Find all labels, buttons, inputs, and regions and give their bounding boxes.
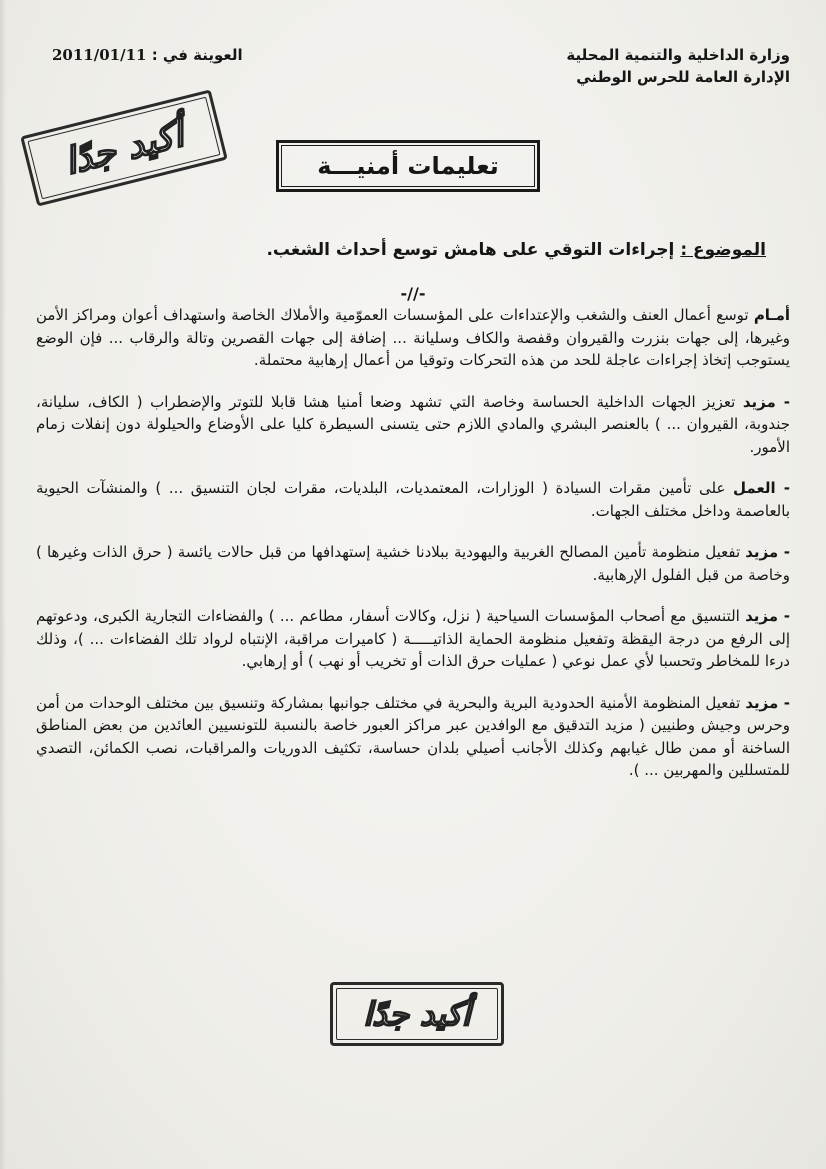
paragraph-lead: - العمل <box>733 479 790 497</box>
subject-line <box>66 240 766 260</box>
paragraph-lead: - مزيد <box>745 543 790 561</box>
subject-text: إجراءات التوقي على هامش توسع أحداث الشغب. <box>266 240 675 260</box>
ministry-name: وزارة الداخلية والتنمية المحلية <box>566 46 790 64</box>
paragraph-text: التنسيق مع أصحاب المؤسسات السياحية ( نزل، وكالات أسفار، مطاعم ... ) والفضاءات التجارية الكبرى، ودعوتهم إلى الرفع من درجة اليقظة وتفعيل منظومة الحماية الذاتيـــــة ( كاميرات مراقبة، الإنتباه لرواد تلك الفضاءات ... )، وذلك درءا للمخاطر وتحسبا لأي عمل نوعي ( عمليات حرق الذات أو تخريب أو نهب ) أو إرهابي. <box>36 607 790 670</box>
classification-stamp-top: أكيد جدًا <box>20 89 228 206</box>
document-body <box>36 304 790 801</box>
paragraph <box>36 692 790 782</box>
date-line <box>52 46 243 64</box>
date-label: العوينة في : <box>151 46 243 64</box>
paragraph-text: على تأمين مقرات السيادة ( الوزارات، المعتمديات، البلديات، مقرات لجان التنسيق ... ) والمنشآت الحيوية بالعاصمة وداخل مختلف الجهات. <box>36 479 790 520</box>
paragraph-text: توسع أعمال العنف والشغب والإعتداءات على المؤسسات العموّمية والأملاك الخاصة واستهداف أعوان ومراكز الأمن وغيرها، إلى جهات بنزرت والقيروان وقفصة والكاف وسليانة ... إضافة إلى جهات القصرين وتالة والرقاب ... فإن الوضع يستوجب إتخاذ إجراءات عاجلة للحد من هذه التحركات وتوقيا من أعمال إرهابية محتملة. <box>36 306 790 369</box>
paragraph <box>36 541 790 586</box>
divider-mark: -//- <box>400 284 426 303</box>
date-value: 2011/01/11 <box>52 46 147 64</box>
scan-edge-shadow <box>0 0 6 1169</box>
classification-stamp-bottom: أكيد جدًا <box>330 982 504 1046</box>
paragraph-text: تعزيز الجهات الداخلية الحساسة وخاصة التي تشهد وضعا أمنيا هشا قابلا للتوتر والإضطراب ( الكاف، سليانة، جندوبة، القيروان ... ) بالعنصر البشري والمادي اللازم حتى يتسنى السيطرة كليا على الأوضاع والحيلولة دون إنفلات زمام الأمور. <box>36 392 790 456</box>
paragraph-text: تفعيل منظومة تأمين المصالح الغربية واليهودية ببلادنا خشية إستهدافها من قبل حالات يائسة ( حرق الذات وغيرها ) وخاصة من قبل الفلول الإرهابية. <box>36 543 790 584</box>
paragraph <box>36 304 790 372</box>
paragraph-text: تفعيل المنظومة الأمنية الحدودية البرية والبحرية في مختلف جوانبها بمشاركة وتنسيق بين مختلف الوحدات من أمن وحرس وجيش وطنيين ( مزيد التدقيق مع الوافدين عبر مراكز العبور خاصة بالنسبة للتونسيين العائدين من بعض المناطق الساخنة أو ممن طال غيابهم وكذلك الأجانب أصيلي بلدان حساسة، تكثيف الدوريات والمراقبات، نصب الكمائن، التصدي للمتسللين والمهربين ... ). <box>36 693 790 779</box>
department-name: الإدارة العامة للحرس الوطني <box>576 68 790 86</box>
paragraph <box>36 391 790 459</box>
paragraph-lead: - مزيد <box>745 607 790 625</box>
paragraph-lead: - مزيد <box>745 693 790 712</box>
paragraph <box>36 477 790 522</box>
paragraph-lead: - مزيد <box>742 392 790 411</box>
paragraph <box>36 605 790 673</box>
paragraph-lead: أمـام <box>753 306 790 324</box>
ministry-header <box>566 44 790 88</box>
document-title: تعليمات أمنيـــة <box>276 140 540 192</box>
subject-label: الموضوع : <box>680 240 766 260</box>
